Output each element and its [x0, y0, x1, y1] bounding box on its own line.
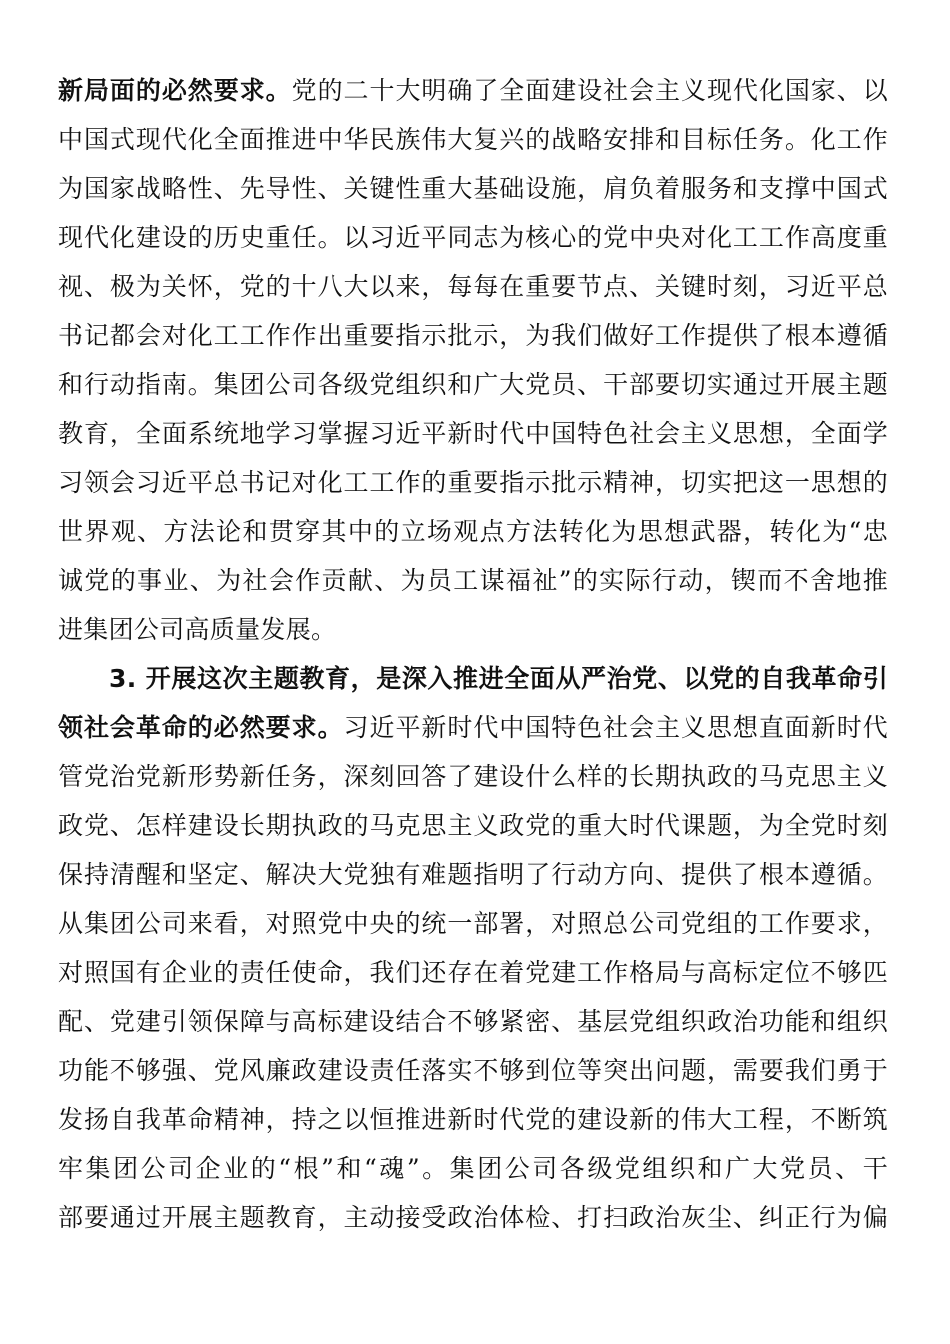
line-text: 现代化建设的历史重任。以习近平同志为核心的党中央对化工工作高度重 [58, 223, 888, 252]
line-text: 世界观、方法论和贯穿其中的立场观点方法转化为思想武器，转化为“忠 [58, 517, 888, 546]
text-line [58, 556, 888, 605]
bold-phrase: 领社会革命的必然要求。 [58, 713, 344, 742]
text-line [58, 66, 888, 115]
line-text: 进集团公司高质量发展。 [58, 615, 337, 644]
line-text: 发扬自我革命精神，持之以恒推进新时代党的建设新的伟大工程，不断筑 [58, 1105, 888, 1134]
text-line [58, 1193, 888, 1242]
text-line [58, 605, 888, 654]
line-text: 教育，全面系统地学习掌握习近平新时代中国特色社会主义思想，全面学 [58, 419, 888, 448]
text-line [58, 115, 888, 164]
line-text: 和行动指南。集团公司各级党组织和广大党员、干部要切实通过开展主题 [58, 370, 888, 399]
line-text: 中国式现代化全面推进中华民族伟大复兴的战略安排和目标任务。化工作 [58, 125, 888, 154]
line-text: 为国家战略性、先导性、关键性重大基础设施，肩负着服务和支撑中国式 [58, 174, 888, 203]
line-text: 党的二十大明确了全面建设社会主义现代化国家、以 [291, 76, 888, 105]
text-line [58, 262, 888, 311]
line-text: 部要通过开展主题教育，主动接受政治体检、打扫政治灰尘、纠正行为偏 [58, 1203, 888, 1232]
line-text: 对照国有企业的责任使命，我们还存在着党建工作格局与高标定位不够匹 [58, 958, 888, 987]
text-line [58, 850, 888, 899]
text-line [58, 801, 888, 850]
bold-phrase: 新局面的必然要求。 [58, 76, 292, 105]
text-line [58, 311, 888, 360]
line-text: 功能不够强、党风廉政建设责任落实不够到位等突出问题，需要我们勇于 [58, 1056, 888, 1085]
line-text: 保持清醒和坚定、解决大党独有难题指明了行动方向、提供了根本遵循。 [58, 860, 888, 889]
text-line [58, 409, 888, 458]
text-line [58, 703, 888, 752]
text-line [58, 360, 888, 409]
text-line [58, 164, 888, 213]
line-text: 从集团公司来看，对照党中央的统一部署，对照总公司党组的工作要求， [58, 909, 888, 938]
section-heading: 3. 开展这次主题教育，是深入推进全面从严治党、以党的自我革命引 [109, 664, 888, 693]
text-line [58, 1144, 888, 1193]
line-text: 政党、怎样建设长期执政的马克思主义政党的重大时代课题，为全党时刻 [58, 811, 888, 840]
line-text: 习领会习近平总书记对化工工作的重要指示批示精神，切实把这一思想的 [58, 468, 888, 497]
line-text: 配、党建引领保障与高标建设结合不够紧密、基层党组织政治功能和组织 [58, 1007, 888, 1036]
text-line [58, 899, 888, 948]
line-text: 习近平新时代中国特色社会主义思想直面新时代 [343, 713, 888, 742]
document-body [58, 66, 888, 1242]
text-line [58, 752, 888, 801]
text-line [58, 507, 888, 556]
text-line [58, 997, 888, 1046]
text-line [58, 213, 888, 262]
text-line [58, 458, 888, 507]
text-line [58, 1095, 888, 1144]
text-line [58, 948, 888, 997]
line-text: 管党治党新形势新任务，深刻回答了建设什么样的长期执政的马克思主义 [58, 762, 888, 791]
text-line [58, 1046, 888, 1095]
line-text: 书记都会对化工工作作出重要指示批示，为我们做好工作提供了根本遵循 [58, 321, 888, 350]
line-text: 牢集团公司企业的“根”和“魂”。集团公司各级党组织和广大党员、干 [58, 1154, 888, 1183]
line-text: 诚党的事业、为社会作贡献、为员工谋福祉”的实际行动，锲而不舍地推 [58, 566, 888, 595]
section-heading-line [58, 654, 888, 703]
line-text: 视、极为关怀，党的十八大以来，每每在重要节点、关键时刻，习近平总 [58, 272, 888, 301]
